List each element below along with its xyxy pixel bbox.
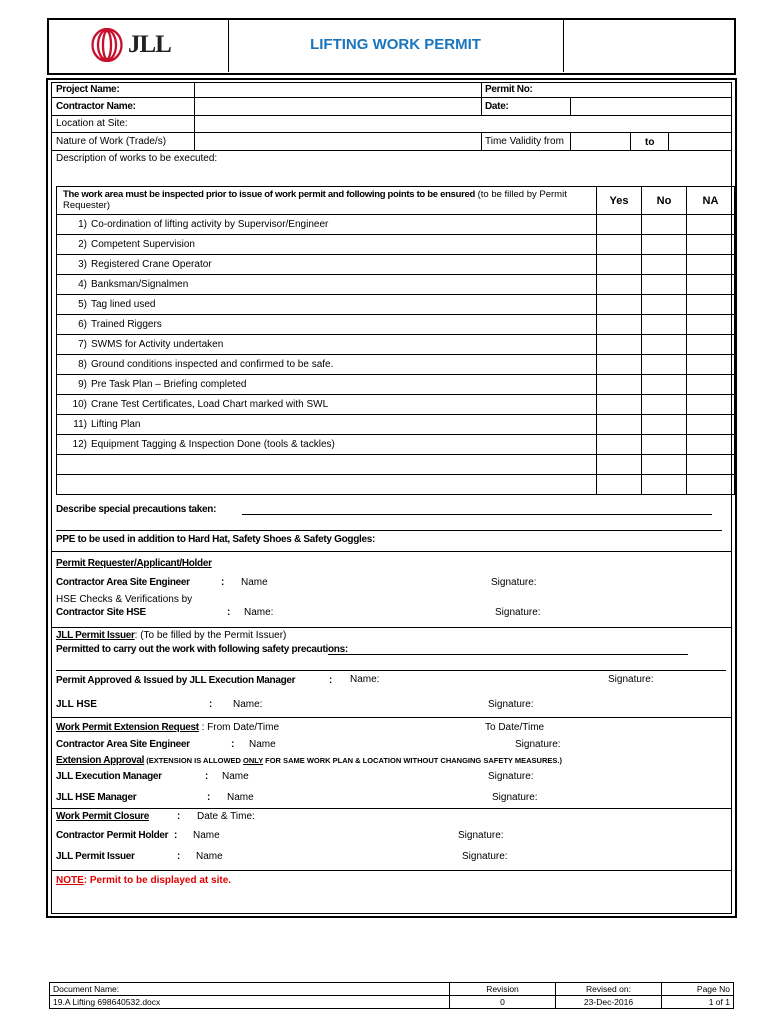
checklist-row — [57, 455, 735, 475]
closure-name-label-1: Name — [193, 830, 220, 841]
checklist-na-cell[interactable] — [687, 455, 735, 475]
closure-colon-1: : — [177, 811, 181, 822]
extension-heading: Work Permit Extension Request — [56, 722, 199, 733]
extension-colon-1: : — [231, 739, 235, 750]
checklist-yes-cell[interactable] — [597, 295, 642, 315]
checklist-item-text: Pre Task Plan – Briefing completed — [91, 379, 247, 390]
footer-doc-name: 19.A Lifting 698640532.docx — [50, 996, 450, 1009]
checklist-yes-cell[interactable] — [597, 435, 642, 455]
special-precautions-line[interactable] — [242, 514, 712, 515]
checklist-row — [57, 355, 735, 375]
closure-colon-2: : — [174, 830, 178, 841]
checklist-row — [57, 255, 735, 275]
checklist-item-text: SWMS for Activity undertaken — [91, 339, 224, 350]
location-field[interactable] — [195, 116, 730, 132]
checklist-yes-cell[interactable] — [597, 455, 642, 475]
closure-heading: Work Permit Closure — [56, 811, 150, 822]
closure-date-time-label: Date & Time: — [197, 811, 255, 822]
checklist-item-cell — [57, 335, 597, 355]
checklist-no-cell[interactable] — [642, 275, 687, 295]
checklist-na-cell[interactable] — [687, 335, 735, 355]
jll-logo-icon — [90, 28, 124, 62]
extension-signature-label-3: Signature: — [492, 792, 538, 803]
extension-heading-row — [56, 722, 279, 734]
checklist-no-cell[interactable] — [642, 395, 687, 415]
date-field[interactable] — [571, 98, 730, 115]
extension-colon-3: : — [207, 792, 211, 803]
checklist-item-text: Tag lined used — [91, 299, 156, 310]
checklist-row — [57, 335, 735, 355]
checklist-no-cell[interactable] — [642, 435, 687, 455]
issuer-line-2[interactable] — [56, 670, 726, 671]
checklist-item-text: Lifting Plan — [91, 419, 141, 430]
checklist-item-cell — [57, 255, 597, 275]
checklist-item-number: 10) — [72, 399, 87, 410]
checklist-row — [57, 375, 735, 395]
footer-page: 1 of 1 — [662, 996, 734, 1009]
checklist-no-cell[interactable] — [642, 235, 687, 255]
checklist-item-text: Trained Riggers — [91, 319, 162, 330]
checklist-item-number: 2) — [78, 239, 87, 250]
checklist-no-cell[interactable] — [642, 295, 687, 315]
checklist-yes-cell[interactable] — [597, 235, 642, 255]
checklist-item-number: 11) — [73, 419, 87, 430]
footer-revision-label: Revision — [450, 983, 556, 996]
nature-field[interactable] — [195, 133, 481, 150]
checklist-row — [57, 415, 735, 435]
extension-approval-row: Extension Approval (EXTENSION IS ALLOWED ONLY FOR SAME WORK PLAN & LOCATION WITHOUT CHANGING SAFETY MEASURES.) — [56, 755, 562, 766]
checklist-item-number: 5) — [78, 299, 87, 310]
precautions-line-2[interactable] — [56, 530, 722, 531]
requester-signature-label-1: Signature: — [491, 577, 537, 588]
special-precautions-label: Describe special precautions taken: — [56, 504, 217, 515]
checklist-row — [57, 435, 735, 455]
issuer-heading-note: : (To be filled by the Permit Issuer) — [134, 630, 287, 641]
closure-signature-label-1: Signature: — [458, 830, 504, 841]
hse-checks-label: HSE Checks & Verifications by — [56, 594, 193, 605]
checklist-item-number: 6) — [78, 319, 87, 330]
checklist-yes-cell[interactable] — [597, 395, 642, 415]
checklist-item-number: 12) — [72, 439, 87, 450]
closure-colon-3: : — [177, 851, 181, 862]
checklist-item-number: 3) — [78, 259, 87, 270]
checklist-item-cell — [57, 375, 597, 395]
checklist-item-text: Competent Supervision — [91, 239, 195, 250]
checklist-no-cell[interactable] — [642, 475, 687, 495]
footer-table — [49, 982, 734, 1009]
checklist-yes-cell[interactable] — [597, 255, 642, 275]
checklist-item-cell — [57, 475, 597, 495]
extension-hse-manager-label: JLL HSE Manager — [56, 792, 137, 803]
checklist-item-cell — [57, 295, 597, 315]
footer-revised-label: Revised on: — [556, 983, 662, 996]
checklist-no-cell[interactable] — [642, 255, 687, 275]
checklist-na-cell[interactable] — [687, 235, 735, 255]
closure-holder-label: Contractor Permit Holder — [56, 830, 169, 841]
checklist-na-cell[interactable] — [687, 475, 735, 495]
checklist-item-cell — [57, 415, 597, 435]
issuer-heading: JLL Permit Issuer — [56, 630, 135, 641]
extension-approval-label: Extension Approval — [56, 755, 145, 766]
checklist-yes-cell[interactable] — [597, 215, 642, 235]
requester-colon-1: : — [221, 577, 225, 588]
checklist-na-cell[interactable] — [687, 275, 735, 295]
permitted-label: Permitted to carry out the work with following safety precautions: — [56, 644, 348, 655]
contractor-name-label: Contractor Name: — [56, 101, 136, 112]
ppe-label: PPE to be used in addition to Hard Hat, Safety Shoes & Safety Goggles: — [56, 534, 376, 545]
requester-heading: Permit Requester/Applicant/Holder — [56, 558, 212, 569]
closure-name-label-2: Name — [196, 851, 223, 862]
checklist-row — [57, 315, 735, 335]
permit-no-label: Permit No: — [485, 84, 533, 95]
extension-exec-manager-label: JLL Execution Manager — [56, 771, 162, 782]
checklist-yes-cell[interactable] — [597, 475, 642, 495]
checklist-item-cell — [57, 235, 597, 255]
checklist-item-number: 8) — [78, 359, 87, 370]
issuer-name-label-2: Name: — [233, 699, 263, 710]
checklist-row — [57, 275, 735, 295]
checklist-no-cell[interactable] — [642, 375, 687, 395]
checklist-heading: The work area must be inspected prior to issue of work permit and following points to be ensured (to be filled by Permit Requester) — [57, 187, 597, 215]
extension-from: : From Date/Time — [201, 722, 280, 733]
permitted-line[interactable] — [328, 654, 688, 655]
checklist-item-text: Ground conditions inspected and confirmed to be safe. — [91, 359, 334, 370]
project-name-label: Project Name: — [56, 84, 120, 95]
col-yes-header: Yes — [597, 187, 642, 215]
footer-page-label: Page No — [662, 983, 734, 996]
permit-no-field[interactable] — [540, 83, 730, 97]
extension-area-engineer-label: Contractor Area Site Engineer — [56, 739, 190, 750]
checklist-item-cell — [57, 315, 597, 335]
checklist-yes-cell[interactable] — [597, 415, 642, 435]
issuer-colon-1: : — [329, 675, 333, 686]
checklist-row — [57, 215, 735, 235]
checklist-item-number: 1) — [78, 219, 87, 230]
checklist-row — [57, 235, 735, 255]
checklist-item-cell — [57, 355, 597, 375]
checklist-na-cell[interactable] — [687, 435, 735, 455]
checklist-item-cell — [57, 455, 597, 475]
closure-issuer-label: JLL Permit Issuer — [56, 851, 135, 862]
project-name-field[interactable] — [195, 83, 481, 97]
checklist-item-cell — [57, 275, 597, 295]
checklist-item-text: Banksman/Signalmen — [91, 279, 189, 290]
checklist-table — [56, 186, 735, 495]
extension-colon-2: : — [205, 771, 209, 782]
note-label: NOTE — [56, 875, 84, 886]
checklist-na-cell[interactable] — [687, 415, 735, 435]
checklist-na-cell[interactable] — [687, 375, 735, 395]
issuer-heading-row — [56, 630, 286, 642]
approved-label: Permit Approved & Issued by JLL Execution Manager — [56, 675, 296, 686]
checklist-no-cell[interactable] — [642, 335, 687, 355]
date-label: Date: — [485, 101, 509, 112]
issuer-signature-label-2: Signature: — [488, 699, 534, 710]
checklist-na-cell[interactable] — [687, 255, 735, 275]
footer-revision: 0 — [450, 996, 556, 1009]
checklist-na-cell[interactable] — [687, 355, 735, 375]
checklist-no-cell[interactable] — [642, 355, 687, 375]
checklist-yes-cell[interactable] — [597, 275, 642, 295]
closure-signature-label-2: Signature: — [462, 851, 508, 862]
time-to-label: to — [645, 137, 655, 148]
checklist-no-cell[interactable] — [642, 455, 687, 475]
note-row — [56, 875, 231, 887]
requester-area-engineer-label: Contractor Area Site Engineer — [56, 577, 190, 588]
checklist-item-cell — [57, 395, 597, 415]
extension-to: To Date/Time — [485, 722, 545, 733]
issuer-colon-2: : — [209, 699, 213, 710]
extension-name-label-3: Name — [227, 792, 254, 803]
col-na-header: NA — [687, 187, 735, 215]
checklist-row — [57, 295, 735, 315]
requester-name-label-1: Name — [241, 577, 268, 588]
footer-revised: 23-Dec-2016 — [556, 996, 662, 1009]
jll-hse-label: JLL HSE — [56, 699, 97, 710]
page-title: LIFTING WORK PERMIT — [310, 36, 481, 53]
location-label: Location at Site: — [56, 118, 128, 129]
checklist-item-number: 4) — [78, 279, 87, 290]
checklist-no-cell[interactable] — [642, 415, 687, 435]
description-label: Description of works to be executed: — [56, 153, 218, 164]
note-text: : Permit to be displayed at site. — [83, 875, 232, 886]
requester-name-label-2: Name: — [244, 607, 274, 618]
jll-logo — [90, 28, 190, 62]
checklist-row — [57, 395, 735, 415]
checklist-item-cell — [57, 215, 597, 235]
checklist-yes-cell[interactable] — [597, 355, 642, 375]
requester-colon-2: : — [227, 607, 231, 618]
footer-doc-name-label: Document Name: — [50, 983, 450, 996]
description-field[interactable] — [52, 166, 730, 183]
checklist-na-cell[interactable] — [687, 395, 735, 415]
checklist-row — [57, 475, 735, 495]
time-validity-label: Time Validity from — [485, 136, 564, 147]
issuer-signature-label-1: Signature: — [608, 674, 654, 685]
checklist-item-cell — [57, 435, 597, 455]
time-to-field[interactable] — [669, 133, 730, 150]
checklist-na-cell[interactable] — [687, 295, 735, 315]
checklist-yes-cell[interactable] — [597, 335, 642, 355]
nature-label: Nature of Work (Trade/s) — [56, 136, 167, 147]
checklist-yes-cell[interactable] — [597, 315, 642, 335]
checklist-item-text: Co-ordination of lifting activity by Supervisor/Engineer — [91, 219, 329, 230]
checklist-yes-cell[interactable] — [597, 375, 642, 395]
jll-logo-text: JLL — [128, 31, 171, 58]
col-no-header: No — [642, 187, 687, 215]
checklist-na-cell[interactable] — [687, 315, 735, 335]
checklist-no-cell[interactable] — [642, 215, 687, 235]
time-from-field[interactable] — [571, 133, 630, 150]
extension-name-label-2: Name — [222, 771, 249, 782]
checklist-item-text: Crane Test Certificates, Load Chart marked with SWL — [91, 399, 329, 410]
contractor-name-field[interactable] — [195, 98, 481, 115]
checklist-item-number: 9) — [78, 379, 87, 390]
site-hse-label: Contractor Site HSE — [56, 607, 146, 618]
checklist-na-cell[interactable] — [687, 215, 735, 235]
checklist-item-text: Equipment Tagging & Inspection Done (tools & tackles) — [91, 439, 335, 450]
extension-signature-label-1: Signature: — [515, 739, 561, 750]
requester-signature-label-2: Signature: — [495, 607, 541, 618]
checklist-no-cell[interactable] — [642, 315, 687, 335]
extension-signature-label-2: Signature: — [488, 771, 534, 782]
extension-name-label-1: Name — [249, 739, 276, 750]
issuer-name-label-1: Name: — [350, 674, 380, 685]
checklist-item-text: Registered Crane Operator — [91, 259, 212, 270]
checklist-item-number: 7) — [78, 339, 87, 350]
checklist-header-row — [57, 187, 735, 215]
